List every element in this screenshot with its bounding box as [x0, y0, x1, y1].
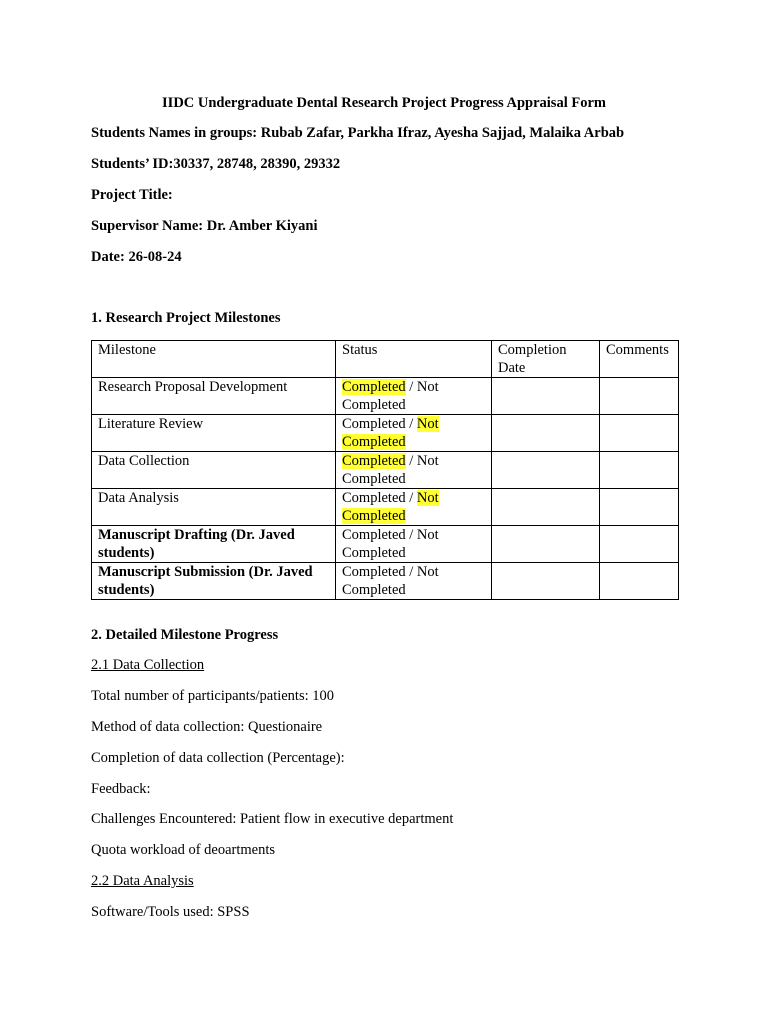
status-not: Not — [416, 490, 439, 506]
students-names: Students Names in groups: Rubab Zafar, Parkha Ifraz, Ayesha Sajjad, Malaika Arbab — [91, 125, 625, 141]
milestones-table — [91, 340, 679, 600]
col-status: Status — [336, 341, 492, 378]
participants-line: Total number of participants/patients: 100 — [91, 688, 335, 704]
col-comments: Comments — [600, 341, 679, 378]
status-not: Not — [416, 379, 439, 395]
subsection-data-collection: 2.1 Data Collection — [91, 657, 205, 673]
status-cell — [336, 489, 492, 526]
table-row — [92, 563, 679, 600]
feedback-line: Feedback: — [91, 781, 151, 797]
status-completed: Completed — [342, 453, 406, 469]
table-header-row — [92, 341, 679, 378]
milestone-cell: Data Collection — [92, 452, 336, 489]
status-completed: Completed — [342, 527, 406, 543]
milestone-cell: Literature Review — [92, 415, 336, 452]
status-completed: Completed — [342, 564, 406, 580]
status-not: Not — [416, 564, 439, 580]
status-not-completed: Completed — [342, 581, 406, 598]
status-cell — [336, 378, 492, 415]
method-line: Method of data collection: Questionaire — [91, 719, 323, 735]
status-separator: / — [405, 564, 417, 580]
comments-cell — [600, 526, 679, 563]
status-not-completed: Completed — [342, 507, 406, 524]
comments-cell — [600, 563, 679, 600]
comments-cell — [600, 489, 679, 526]
completion-date-cell — [492, 526, 600, 563]
status-not-completed: Completed — [342, 544, 406, 561]
completion-date-cell — [492, 415, 600, 452]
status-separator: / — [405, 527, 417, 543]
challenges-line: Challenges Encountered: Patient flow in executive department — [91, 811, 454, 827]
milestone-cell: Manuscript Submission (Dr. Javed students) — [92, 563, 336, 600]
status-not-completed: Completed — [342, 470, 406, 487]
status-not: Not — [416, 453, 439, 469]
completion-date-cell — [492, 563, 600, 600]
completion-date-cell — [492, 452, 600, 489]
comments-cell — [600, 415, 679, 452]
completion-line: Completion of data collection (Percentage): — [91, 750, 345, 766]
supervisor-name: Supervisor Name: Dr. Amber Kiyani — [91, 218, 318, 234]
status-separator: / — [405, 453, 417, 469]
col-completion-date: Completion Date — [492, 341, 600, 378]
status-cell — [336, 563, 492, 600]
milestone-cell: Research Proposal Development — [92, 378, 336, 415]
status-not-completed: Completed — [342, 433, 406, 450]
milestone-cell: Data Analysis — [92, 489, 336, 526]
status-not: Not — [416, 527, 439, 543]
status-separator: / — [405, 416, 417, 432]
status-cell — [336, 526, 492, 563]
completion-date-cell — [492, 489, 600, 526]
software-line: Software/Tools used: SPSS — [91, 904, 250, 920]
completion-date-cell — [492, 378, 600, 415]
status-not: Not — [416, 416, 439, 432]
status-cell — [336, 452, 492, 489]
table-row — [92, 378, 679, 415]
comments-cell — [600, 452, 679, 489]
milestone-cell: Manuscript Drafting (Dr. Javed students) — [92, 526, 336, 563]
table-row — [92, 452, 679, 489]
section2-heading: 2. Detailed Milestone Progress — [91, 627, 279, 643]
status-completed: Completed — [342, 379, 406, 395]
status-separator: / — [405, 379, 417, 395]
status-completed: Completed — [342, 490, 406, 506]
table-row — [92, 526, 679, 563]
status-completed: Completed — [342, 416, 406, 432]
comments-cell — [600, 378, 679, 415]
status-not-completed: Completed — [342, 396, 406, 413]
col-milestone: Milestone — [92, 341, 336, 378]
project-title: Project Title: — [91, 187, 173, 203]
subsection-data-analysis: 2.2 Data Analysis — [91, 873, 194, 889]
form-date: Date: 26-08-24 — [91, 249, 182, 265]
form-title: IIDC Undergraduate Dental Research Project Progress Appraisal Form — [162, 95, 606, 111]
students-id: Students’ ID:30337, 28748, 28390, 29332 — [91, 156, 341, 172]
status-cell — [336, 415, 492, 452]
section1-heading: 1. Research Project Milestones — [91, 310, 281, 326]
quota-line: Quota workload of deoartments — [91, 842, 276, 858]
table-row — [92, 415, 679, 452]
table-row — [92, 489, 679, 526]
status-separator: / — [405, 490, 417, 506]
